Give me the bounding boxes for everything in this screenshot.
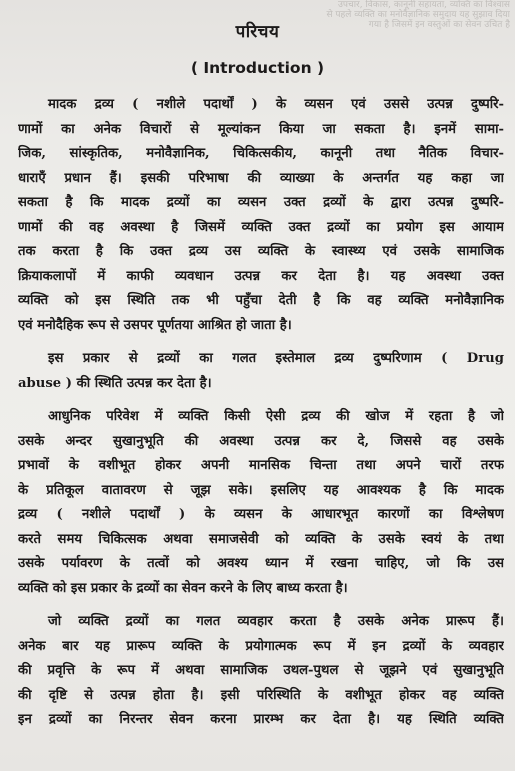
page-subheading: ( Introduction ) xyxy=(190,59,325,77)
text-line: इस प्रकार से द्रव्यों का गलत इस्तेमाल द्रव्य दुष्परिणाम ( Drug xyxy=(48,351,504,366)
page-heading: परिचय xyxy=(235,22,280,42)
text-line: णामों का अनेक विचारों से मूल्यांकन किया जा सकता है। इनमें सामा- xyxy=(18,121,504,137)
bleed-through-line: से पहले व्यक्ति का मनोवैज्ञानिक समुदाय यह सुझाव दिया xyxy=(326,10,510,20)
text-line: व्यक्ति को इस प्रकार के द्रव्यों का सेवन करने के लिए बाध्य करता है। xyxy=(18,580,348,596)
bleed-through-line: गया है जिसमें इन वस्तुओं का सेवन उचित है xyxy=(368,20,510,30)
text-line: इन द्रव्यों का निरन्तर सेवन करना प्रारम्भ कर देता है। यह स्थिति व्यक्ति xyxy=(18,712,504,727)
text-line: प्रभावों के वशीभूत होकर अपनी मानसिक चिन्ता तथा अपने चारों तरफ xyxy=(18,458,504,473)
text-line: धाराएँ प्रधान हैं। इसकी परिभाषा की व्याख्या के अन्तर्गत यह कहा जा xyxy=(18,170,504,186)
paragraph xyxy=(18,347,504,396)
text-line: उसके अन्दर सुखानुभूति की अवस्था उत्पन्न कर दे, जिससे वह उसके xyxy=(18,433,504,449)
text-line: व्यक्ति को इस स्थिति तक भी पहुँचा देती है कि वह व्यक्ति मनोवैज्ञानिक xyxy=(18,293,504,308)
text-line: की प्रवृत्ति के रूप में अथवा सामाजिक उथल-पुथल से जूझने एवं सुखानुभूति xyxy=(18,663,504,678)
text-line: क्रियाकलापों में काफी व्यवधान उत्पन्न कर देता है। यह अवस्था उक्त xyxy=(18,268,504,284)
text-line: की दृष्टि से उत्पन्न होता है। इसी परिस्थिति के वशीभूत होकर वह व्यक्ति xyxy=(18,687,504,703)
paragraph xyxy=(18,610,504,733)
text-line: सकता है कि मादक द्रव्यों का व्यसन उक्त द्रव्यों के द्वारा उत्पन्न दुष्परि- xyxy=(18,195,504,210)
text-line: के प्रतिकूल वातावरण से जूझ सके। इसलिए यह आवश्यक है कि मादक xyxy=(18,482,504,498)
bleed-through-line: उपचार, विकास, कानूनी सहायता, व्यक्ति का विश्वास xyxy=(337,0,510,10)
text-line: णामों की वह अवस्था है जिसमें व्यक्ति उक्त द्रव्यों का प्रयोग इस आयाम xyxy=(18,219,504,235)
text-line: तक करता है कि उक्त द्रव्य उस व्यक्ति के स्वास्थ्य एवं उसके सामाजिक xyxy=(18,244,504,259)
text-line: अनेक बार यह प्रारूप व्यक्ति के प्रयोगात्मक रूप में इन द्रव्यों के व्यवहार xyxy=(18,638,504,654)
text-line: उसके पर्यावरण के तत्वों को अवश्य ध्यान में रखना चाहिए, जो कि उस xyxy=(18,556,504,571)
text-line: करते समय चिकित्सक अथवा समाजसेवी को व्यक्ति के उसके स्वयं के तथा xyxy=(18,531,504,547)
text-line: जो व्यक्ति द्रव्यों का गलत व्यवहार करता है उसके अनेक प्रारूप हैं। xyxy=(48,614,504,629)
body-text xyxy=(18,93,504,733)
text-line: मादक द्रव्य ( नशीले पदार्थों ) के व्यसन एवं उससे उत्पन्न दुष्परि- xyxy=(48,97,504,112)
text-line: आधुनिक परिवेश में व्यक्ति किसी ऐसी द्रव्य की खोज में रहता है जो xyxy=(48,409,504,424)
paragraph xyxy=(18,93,504,338)
text-line: जिक, सांस्कृतिक, मनोवैज्ञानिक, चिकित्सकीय, कानूनी तथा नैतिक विचार- xyxy=(18,146,504,161)
text-line: abuse ) की स्थिति उत्पन्न कर देता है। xyxy=(18,375,212,391)
text-line: द्रव्य ( नशीले पदार्थों ) के व्यसन के आधारभूत कारणों का विश्लेषण xyxy=(18,507,504,522)
paragraph xyxy=(18,405,504,601)
text-line: एवं मनोदैहिक रूप से उसपर पूर्णतया आश्रित हो जाता है। xyxy=(18,317,292,333)
